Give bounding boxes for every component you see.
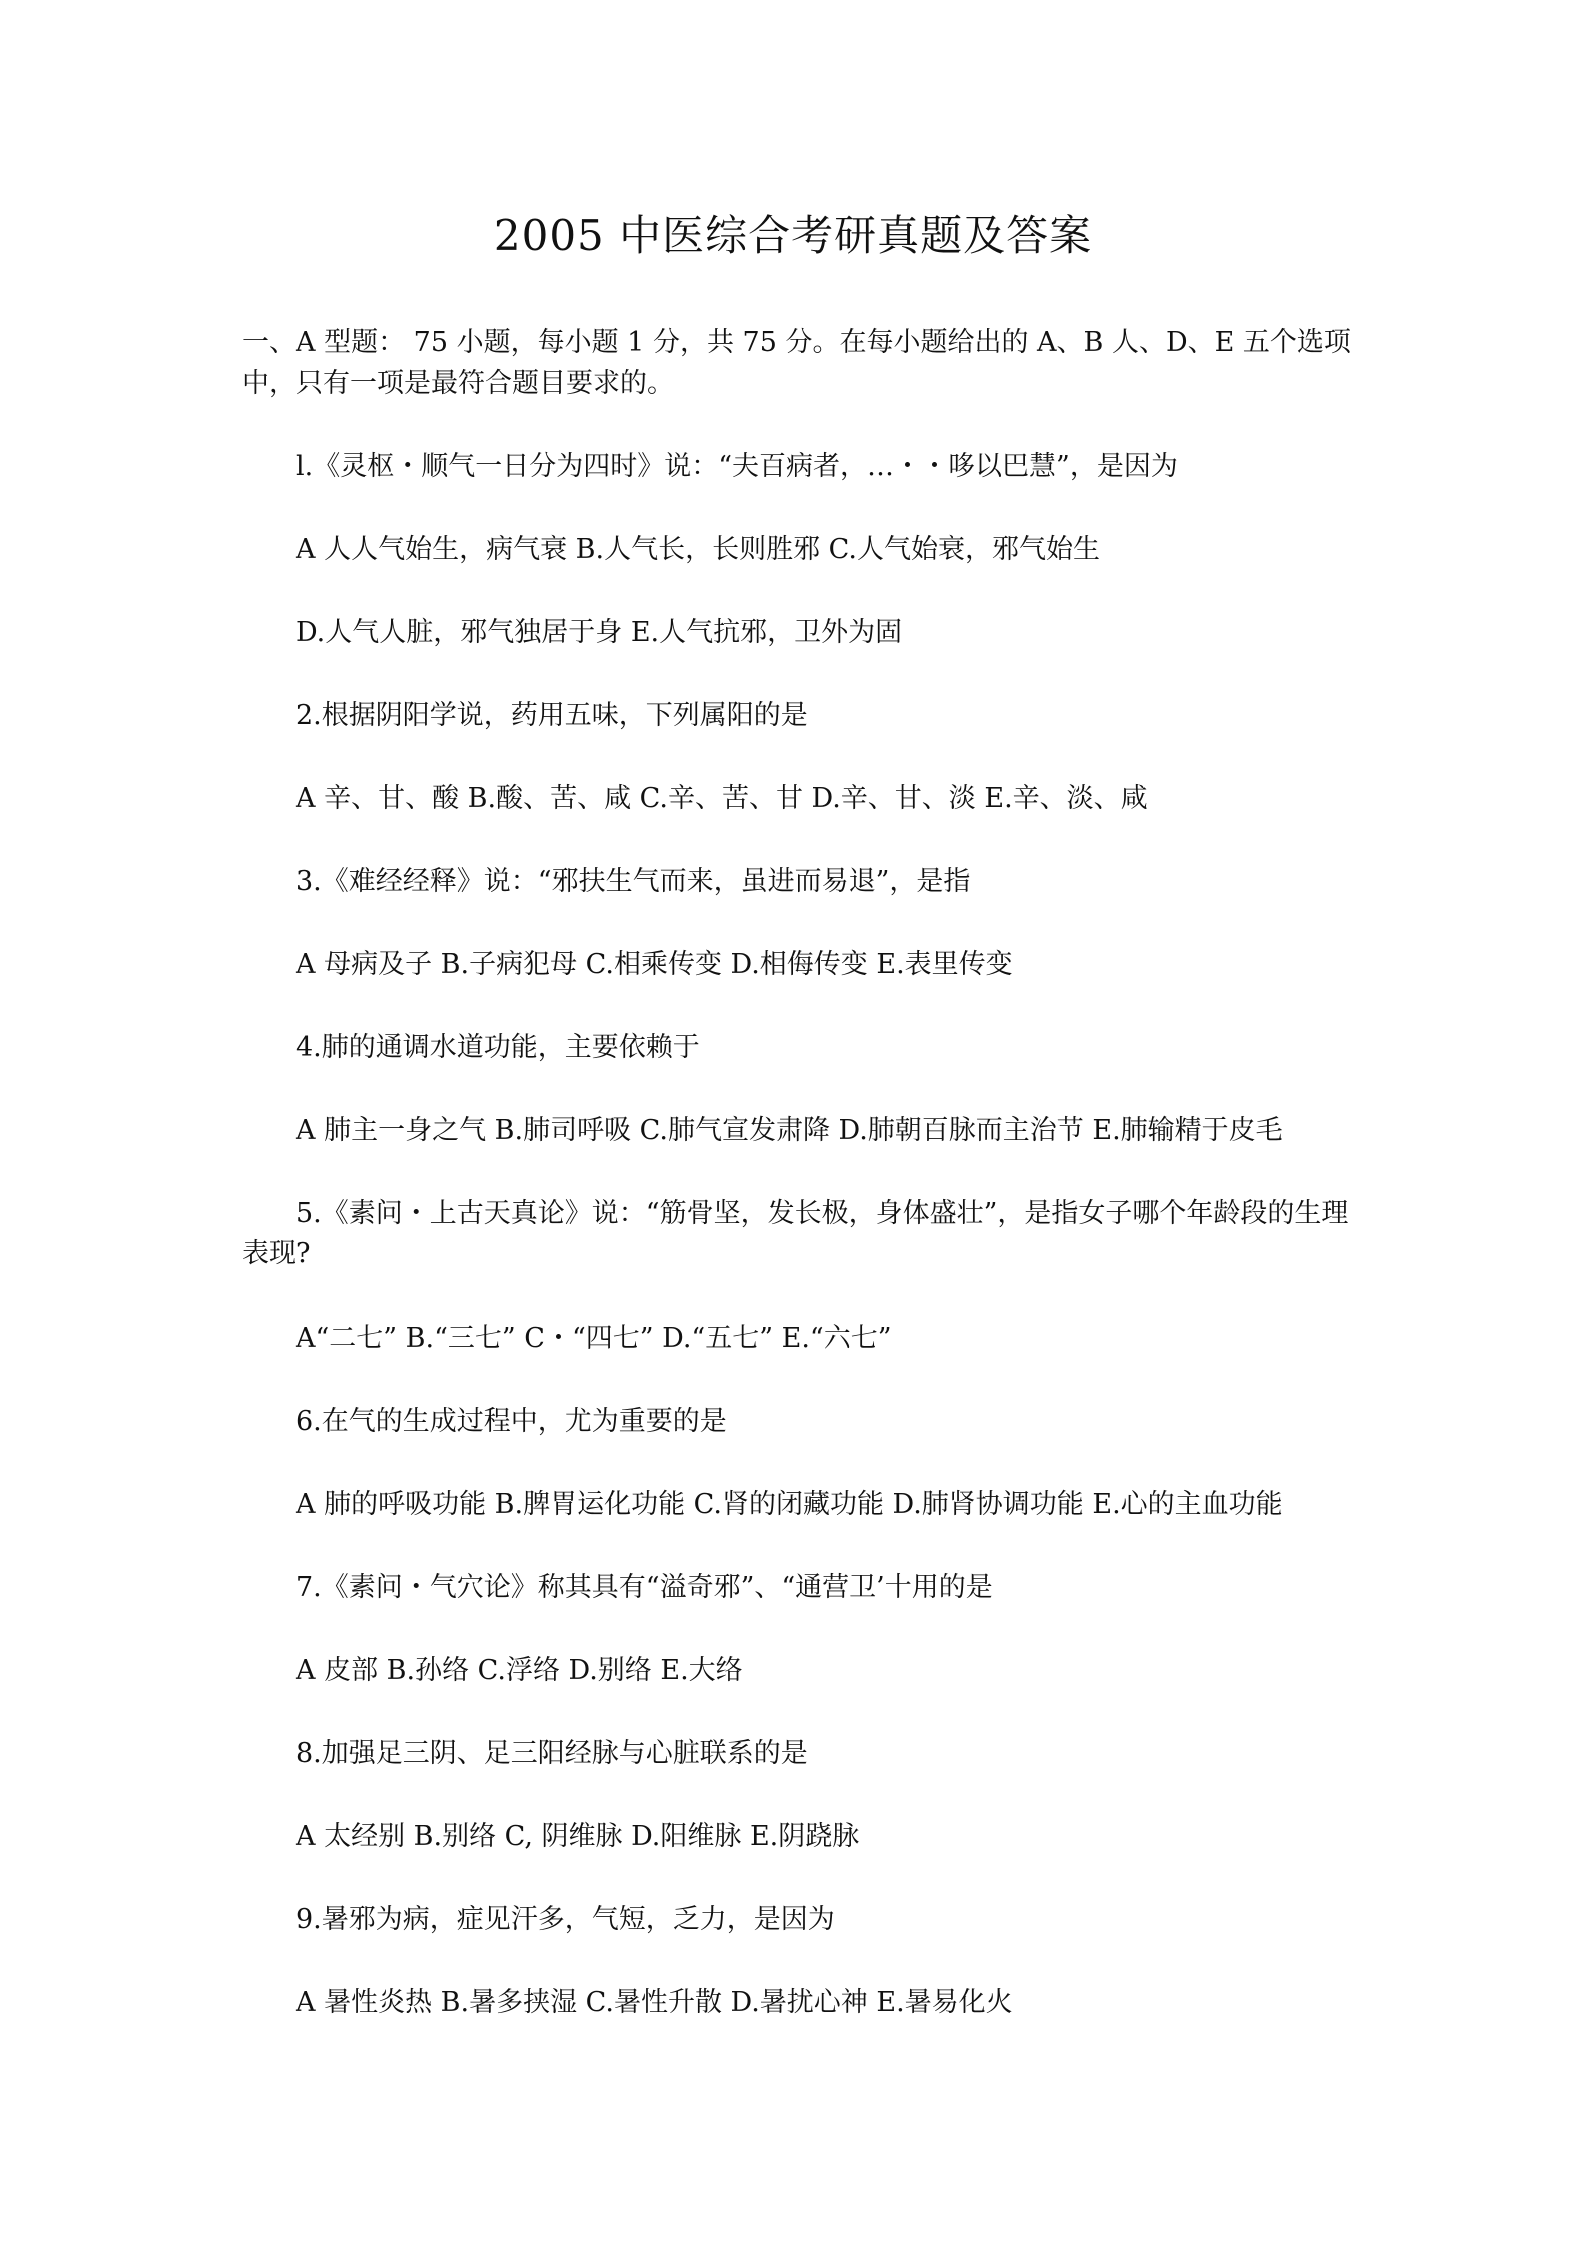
question-3-options: A 母病及子 B.子病犯母 C.相乘传变 D.相侮传变 E.表里传变 xyxy=(296,949,1013,980)
question-7-options: A 皮部 B.孙络 C.浮络 D.别络 E.大络 xyxy=(296,1655,743,1686)
question-6-options: A 肺的呼吸功能 B.脾胃运化功能 C.肾的闭藏功能 D.肺肾协调功能 E.心的主血功能 xyxy=(296,1489,1283,1520)
question-5-stem: 5.《素问・上古天真论》说：“筋骨坚，发长极，身体盛壮”，是指女子哪个年龄段的生理表现? xyxy=(242,1198,1349,1269)
section-intro: 一、A 型题： 75 小题，每小题 1 分，共 75 分。在每小题给出的 A、B 人、D、E 五个选项中，只有一项是最符合题目要求的。 xyxy=(242,327,1351,399)
question-2-stem: 2.根据阴阳学说，药用五味，下列属阳的是 xyxy=(296,700,808,731)
question-9-options: A 暑性炎热 B.暑多挟湿 C.暑性升散 D.暑扰心神 E.暑易化火 xyxy=(296,1987,1013,2018)
question-4-options: A 肺主一身之气 B.肺司呼吸 C.肺气宣发肃降 D.肺朝百脉而主治节 E.肺输精于皮毛 xyxy=(296,1115,1283,1146)
question-3-stem: 3.《难经经释》说：“邪扶生气而来，虽进而易退”，是指 xyxy=(296,866,971,897)
question-1-stem: l.《灵枢・顺气一日分为四时》说：“夫百病者，…・・哆以巴慧”，是因为 xyxy=(296,451,1178,482)
question-2-options: A 辛、甘、酸 B.酸、苦、咸 C.辛、苦、甘 D.辛、甘、淡 E.辛、淡、咸 xyxy=(296,783,1148,814)
question-1-options-line-1: A 人人气始生，病气衰 B.人气长，长则胜邪 C.人气始衰，邪气始生 xyxy=(296,534,1100,565)
question-1-options-line-2: D.人气人脏，邪气独居于身 E.人气抗邪，卫外为固 xyxy=(296,617,903,648)
question-8-stem: 8.加强足三阴、足三阳经脉与心脏联系的是 xyxy=(296,1738,808,1769)
question-6-stem: 6.在气的生成过程中，尤为重要的是 xyxy=(296,1406,727,1437)
question-9-stem: 9.暑邪为病，症见汗多，气短，乏力，是因为 xyxy=(296,1904,835,1935)
question-5-options: A“二七” B.“三七” C・“四七” D.“五七” E.“六七” xyxy=(296,1323,892,1354)
question-7-stem: 7.《素问・气穴论》称其具有“溢奇邪”、“通营卫’十用的是 xyxy=(296,1572,993,1603)
question-4-stem: 4.肺的通调水道功能，主要依赖于 xyxy=(296,1032,700,1063)
document-title: 2005 中医综合考研真题及答案 xyxy=(493,211,1093,260)
question-8-options: A 太经别 B.别络 C, 阴维脉 D.阳维脉 E.阴跷脉 xyxy=(296,1821,860,1852)
